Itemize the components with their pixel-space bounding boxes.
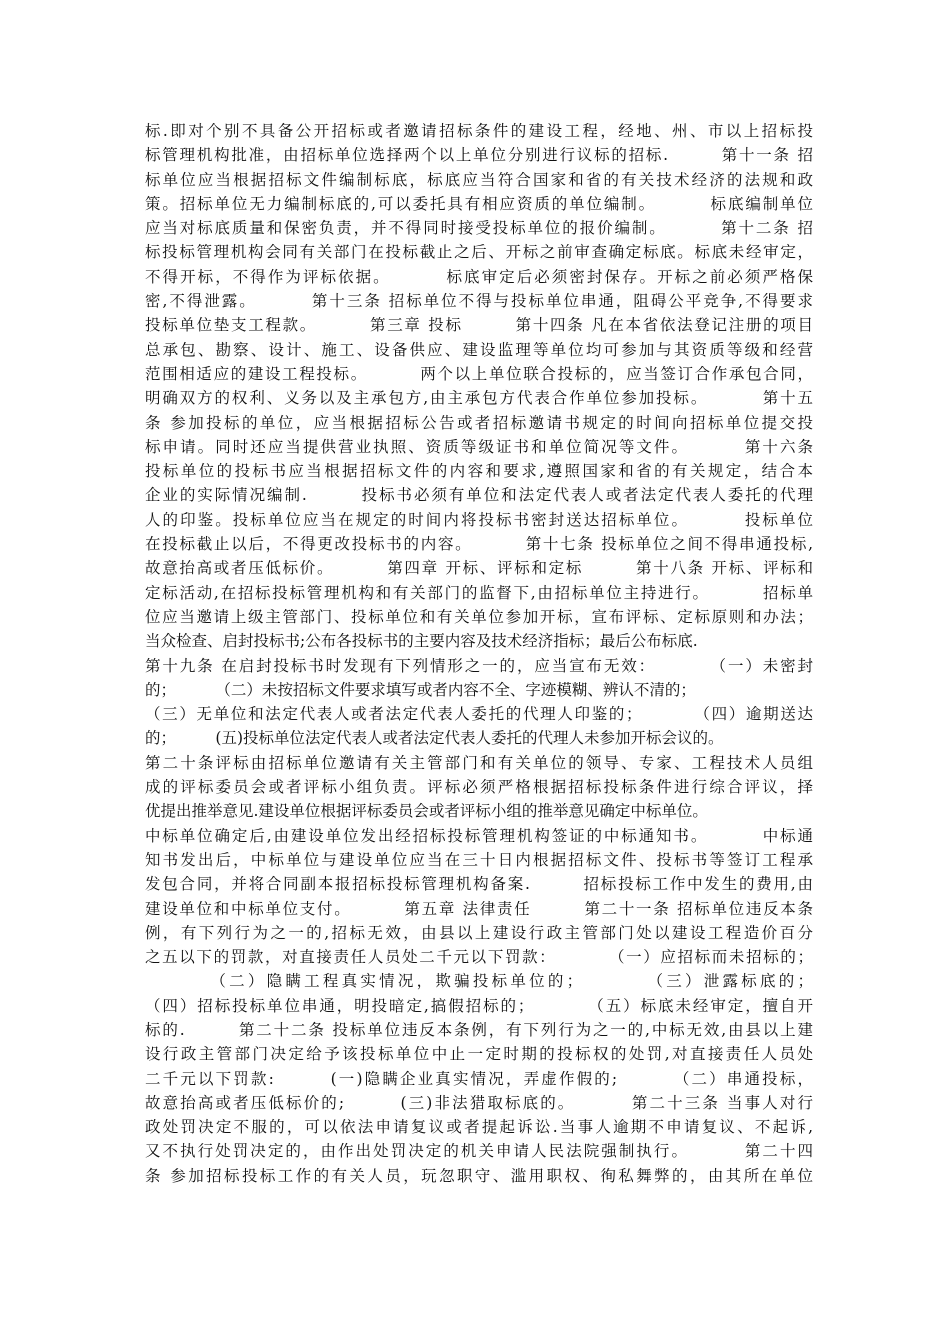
text-line: 建设单位和中标单位支付。 第五章 法律责任 第二十一条 招标单位违反本条 [145,899,813,918]
text-line: 应当对标底质量和保密负责，并不得同时接受投标单位的报价编制。 第十二条 招 [145,219,813,238]
text-line: 又不执行处罚决定的，由作出处罚决定的机关申请人民法院强制执行。 第二十四 [145,1142,813,1161]
text-line: 之五以下的罚款，对直接责任人员处二千元以下罚款： （一）应招标而未招标的； [145,948,813,967]
text-line: 设行政主管部门决定给予该投标单位中止一定时期的投标权的处罚,对直接责任人员处 [145,1045,813,1064]
text-line: 在投标截止以后，不得更改投标书的内容。 第十七条 投标单位之间不得串通投标, [145,535,813,554]
text-line: 优提出推举意见.建设单位根据评标委员会或者评标小组的推举意见确定中标单位。 [145,802,708,821]
text-line: 策。招标单位无力编制标底的,可以委托具有相应资质的单位编制。 标底编制单位 [145,194,813,213]
text-line: 投标单位垫支工程款。 第三章 投标 第十四条 凡在本省依法登记注册的项目 [145,316,813,335]
text-line: 人的印鉴。投标单位应当在规定的时间内将投标书密封送达招标单位。 投标单位 [145,510,813,529]
text-line: 范围相适应的建设工程投标。 两个以上单位联合投标的，应当签订合作承包合同， [145,364,813,383]
text-line: 明确双方的权利、义务以及主承包方,由主承包方代表合作单位参加投标。 第十五 [145,389,813,408]
text-line: 发包合同，并将合同副本报招标投标管理机构备案. 招标投标工作中发生的费用,由 [145,875,813,894]
text-line: 故意抬高或者压低标价的; (三)非法猎取标底的。 第二十三条 当事人对行 [145,1093,813,1112]
text-line: 标管理机构批准，由招标单位选择两个以上单位分别进行议标的招标. 第十一条 招 [145,146,813,165]
text-line: 例，有下列行为之一的,招标无效，由县以上建设行政主管部门处以建设工程造价百分 [145,923,813,942]
text-line: （二）隐瞒工程真实情况，欺骗投标单位的； （三）泄露标底的； [145,972,813,991]
text-line: 标.即对个别不具备公开招标或者邀请招标条件的建设工程，经地、州、市以上招标投 [145,122,813,140]
text-line: 知书发出后，中标单位与建设单位应当在三十日内根据招标文件、投标书等签订工程承 [145,850,813,869]
text-line: 不得开标，不得作为评标依据。 标底审定后必须密封保存。开标之前必须严格保 [145,267,813,286]
document-body-text [145,119,813,1188]
text-line: 二千元以下罚款: (一)隐瞒企业真实情况，弄虚作假的; （二）串通投标， [145,1069,813,1088]
text-line: 故意抬高或者压低标价。 第四章 开标、评标和定标 第十八条 开标、评标和 [145,559,813,578]
text-line: 条 参加招标投标工作的有关人员，玩忽职守、滥用职权、徇私舞弊的，由其所在单位 [145,1166,813,1185]
text-line: 标单位应当根据招标文件编制标底，标底应当符合国家和省的有关技术经济的法规和政 [145,170,813,189]
text-line: 中标单位确定后,由建设单位发出经招标投标管理机构签证的中标通知书。 中标通 [145,826,813,845]
text-line: 标投标管理机构会同有关部门在投标截止之后、开标之前审查确定标底。标底未经审定， [145,243,813,262]
text-line: 投标单位的投标书应当根据招标文件的内容和要求,遵照国家和省的有关规定，结合本 [145,462,813,481]
text-line: 密,不得泄露。 第十三条 招标单位不得与投标单位串通，阻碍公平竞争,不得要求 [145,292,813,311]
text-line: 的； (五)投标单位法定代表人或者法定代表人委托的代理人未参加开标会议的。 [145,729,724,748]
text-line: （四）招标投标单位串通，明投暗定,搞假招标的； （五）标底未经审定，擅自开 [145,996,813,1015]
text-line: 第二十条评标由招标单位邀请有关主管部门和有关单位的领导、专家、工程技术人员组 [145,753,813,772]
text-line: 第十九条 在启封投标书时发现有下列情形之一的，应当宣布无效： （一）未密封 [145,656,813,675]
text-line: 政处罚决定不服的，可以依法申请复议或者提起诉讼.当事人逾期不申请复议、不起诉, [145,1118,813,1137]
text-line: 的； （二）未按招标文件要求填写或者内容不全、字迹模糊、辨认不清的； [145,680,696,699]
text-line: 企业的实际情况编制. 投标书必须有单位和法定代表人或者法定代表人委托的代理 [145,486,813,505]
text-line: 条 参加投标的单位，应当根据招标公告或者招标邀请书规定的时间向招标单位提交投 [145,413,813,432]
text-line: 定标活动,在招标投标管理机构和有关部门的监督下,由招标单位主持进行。 招标单 [145,583,813,602]
text-line: （三）无单位和法定代表人或者法定代表人委托的代理人印鉴的； （四）逾期送达 [145,705,813,724]
text-line: 标的. 第二十二条 投标单位违反本条例，有下列行为之一的,中标无效,由县以上建 [145,1020,813,1039]
text-line: 标申请。同时还应当提供营业执照、资质等级证书和单位简况等文件。 第十六条 [145,437,813,456]
text-line: 总承包、勘察、设计、施工、设备供应、建设监理等单位均可参加与其资质等级和经营 [145,340,813,359]
text-line: 成的评标委员会或者评标小组负责。评标必须严格根据招标投标条件进行综合评议，择 [145,778,813,797]
text-line: 位应当邀请上级主管部门、投标单位和有关单位参加开标，宣布评标、定标原则和办法； [145,607,813,626]
text-line: 当众检查、启封投标书;公布各投标书的主要内容及技术经济指标；最后公布标底. [145,632,698,651]
